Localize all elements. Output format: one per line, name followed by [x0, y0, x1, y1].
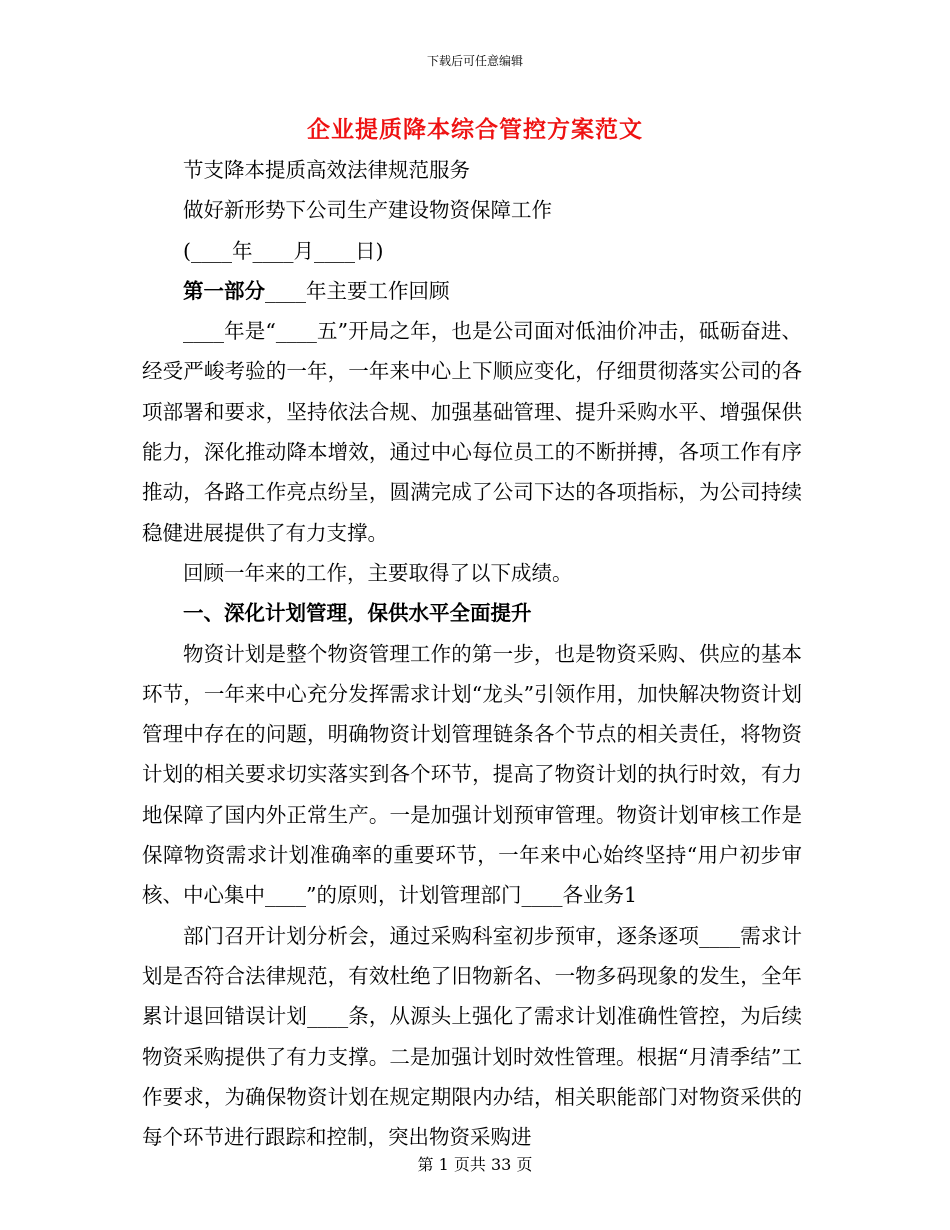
part-one-label: 第一部分 [183, 278, 265, 303]
page-header-note: 下载后可任意编辑 [426, 54, 523, 68]
page-footer: 第 1 页共 33 页 [417, 1155, 533, 1174]
subtitle-line-2: 做好新形势下公司生产建设物资保障工作 [183, 198, 552, 223]
document-title: 企业提质降本综合管控方案范文 [307, 116, 643, 143]
part-one-title: ____年主要工作回顾 [265, 278, 450, 303]
subtitle-line-1: 节支降本提质高效法律规范服务 [183, 158, 470, 182]
document-body [142, 150, 802, 1157]
date-line: (____年____月____日) [183, 238, 384, 263]
plan-paragraph: 物资计划是整个物资管理工作的第一步，也是物资采购、供应的基本环节，一年来中心充分发挥需求计划“龙头”引领作用，加快解决物资计划管理中存在的问题，明确物资计划管理链条各个节点的相关责任，将物资计划的相关要求切实落实到各个环节，提高了物资计划的执行时效，有力地保障了国内外正常生产。一是加强计划预审管理。物资计划审核工作是保障物资需求计划准确率的重要环节，一年来中心始终坚持“用户初步审核、中心集中____”的原则，计划管理部门____各业务1 [142, 641, 802, 908]
section-one-heading: 一、深化计划管理，保供水平全面提升 [183, 601, 532, 626]
intro-paragraph: ____年是“____五”开局之年，也是公司面对低油价冲击，砥砺奋进、经受严峻考验的一年，一年来中心上下顺应变化，仔细贯彻落实公司的各项部署和要求，坚持依法合规、加强基础管理、提升采购水平、增强保供能力，深化推动降本增效，通过中心每位员工的不断拼搏，各项工作有序推动，各路工作亮点纷呈，圆满完成了公司下达的各项指标，为公司持续稳健进展提供了有力支撑。 [142, 319, 802, 545]
review-paragraph: 回顾一年来的工作，主要取得了以下成绩。 [183, 560, 573, 585]
department-paragraph: 部门召开计划分析会，通过采购科室初步预审，逐条逐项____需求计划是否符合法律规范，有效杜绝了旧物新名、一物多码现象的发生，全年累计退回错误计划____条，从源头上强化了需求计划准确性管控，为后续物资采购提供了有力支撑。二是加强计划时效性管理。根据“月清季结”工作要求，为确保物资计划在规定期限内办结，相关职能部门对物资采供的每个环节进行跟踪和控制，突出物资采购进 [142, 923, 802, 1150]
part-one-heading [142, 271, 802, 311]
